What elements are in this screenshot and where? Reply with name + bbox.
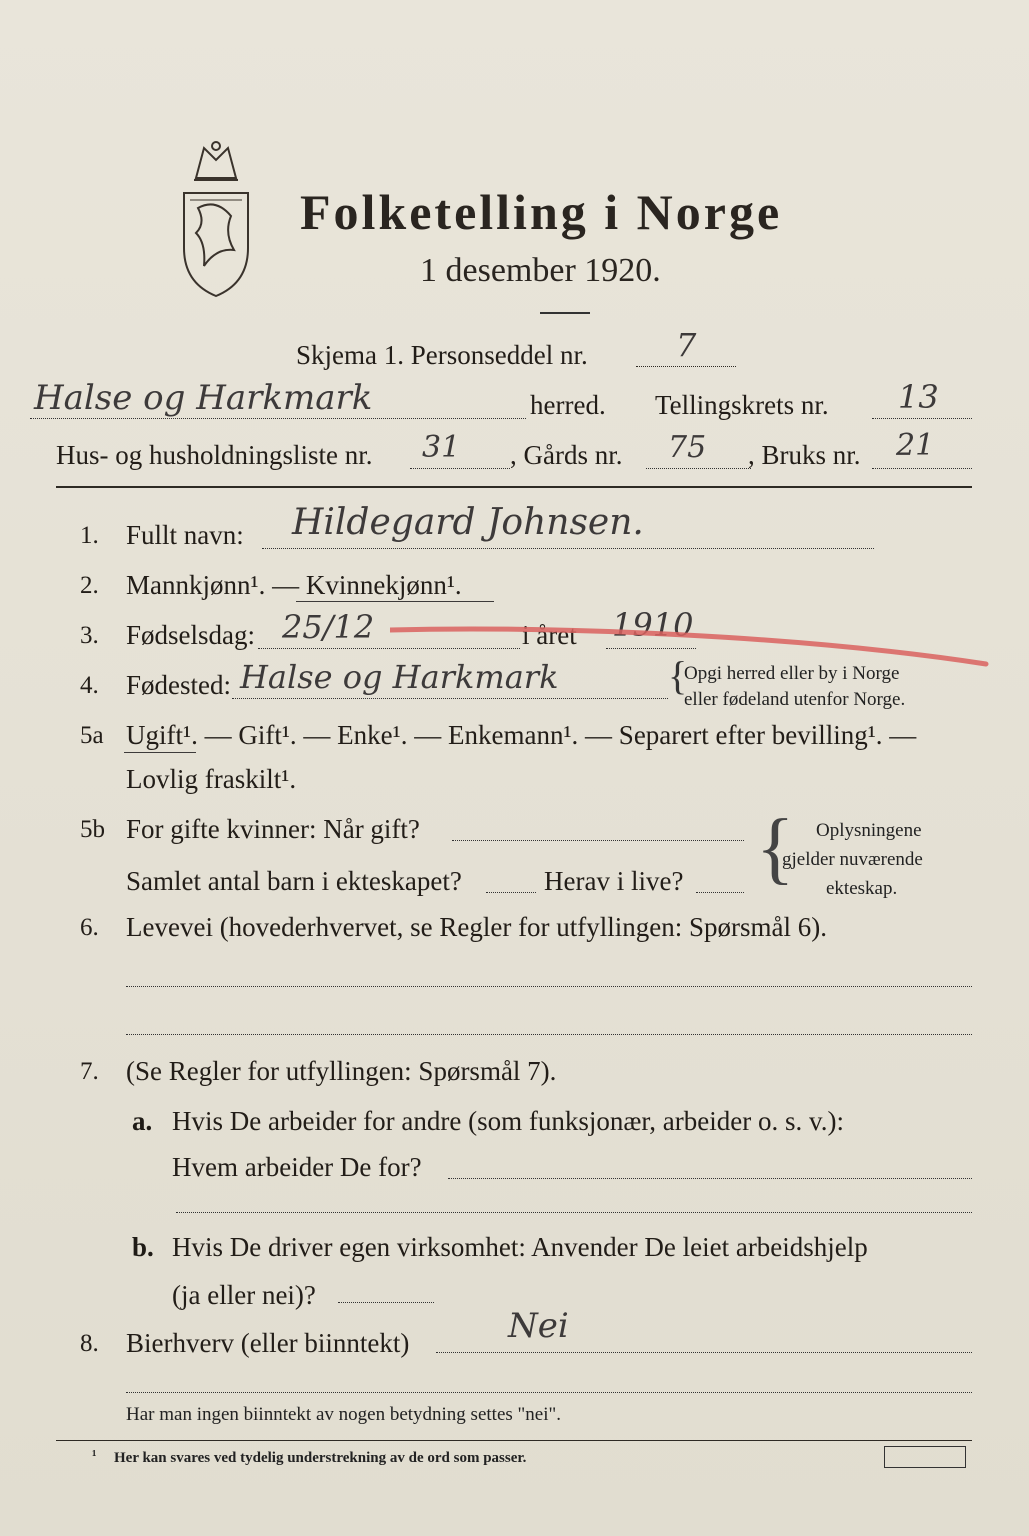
q7a-label-2: Hvem arbeider De for? <box>172 1152 422 1182</box>
hus-nr-value[interactable]: 31 <box>422 430 461 465</box>
bruks-label: , Bruks nr. <box>748 440 861 470</box>
q4-note-2: eller fødeland utenfor Norge. <box>684 689 906 710</box>
q7a-answer-line[interactable] <box>448 1178 972 1179</box>
tellingskrets-label: Tellingskrets nr. <box>655 390 829 420</box>
q7b-letter: b. <box>132 1232 154 1262</box>
q8-label: Bierhverv (eller biinntekt) <box>126 1328 410 1358</box>
form-date: 1 desember 1920. <box>420 252 661 289</box>
q5a-marital-options[interactable]: Ugift¹. — Gift¹. — Enke¹. — Enkemann¹. — Separert efter bevilling¹. — <box>126 720 917 750</box>
herred-label: herred. <box>530 390 606 420</box>
q8-number: 8. <box>80 1330 99 1357</box>
q1-label: Fullt navn: <box>126 520 244 550</box>
footnote-number: ¹ <box>92 1448 97 1464</box>
q4-note-1: Opgi herred eller by i Norge <box>684 663 900 684</box>
personseddel-nr-value[interactable]: 7 <box>676 326 697 364</box>
q7-number: 7. <box>80 1058 99 1085</box>
header-rule <box>56 486 972 488</box>
q2-selected-underline <box>296 601 494 602</box>
footer-note: Har man ingen biinntekt av nogen betydning settes "nei". <box>126 1404 561 1425</box>
q8-value[interactable]: Nei <box>508 1306 569 1346</box>
q7a-letter: a. <box>132 1106 153 1136</box>
q5b-label-2: Samlet antal barn i ekteskapet? <box>126 866 462 896</box>
q6-answer-line-1[interactable] <box>126 986 972 987</box>
q2-number: 2. <box>80 572 99 599</box>
q7-label: (Se Regler for utfyllingen: Spørsmål 7). <box>126 1056 557 1086</box>
q8-answer-line-2[interactable] <box>126 1392 972 1393</box>
printer-stamp-icon <box>884 1446 966 1468</box>
q7a-answer-line-2[interactable] <box>176 1212 972 1213</box>
footnote-text: Her kan svares ved tydelig understrekning av de ord som passer. <box>114 1450 527 1466</box>
tellingskrets-nr-value[interactable]: 13 <box>898 378 939 416</box>
q5b-note-1: Oplysningene <box>816 820 922 841</box>
q4-birthplace-value[interactable]: Halse og Harkmark <box>240 658 559 696</box>
q3-label: Fødselsdag: <box>126 620 256 650</box>
title-divider <box>540 312 590 314</box>
q5b-note-2: gjelder nuværende <box>782 849 923 870</box>
q6-label: Levevei (hovederhvervet, se Regler for utfyllingen: Spørsmål 6). <box>126 912 828 942</box>
q1-full-name-value[interactable]: Hildegard Johnsen. <box>292 502 644 543</box>
herred-value[interactable]: Halse og Harkmark <box>34 378 373 418</box>
q6-answer-line-2[interactable] <box>126 1034 972 1035</box>
q5b-note-3: ekteskap. <box>826 878 898 899</box>
bruks-nr-value[interactable]: 21 <box>896 428 935 463</box>
q5b-number: 5b <box>80 816 105 843</box>
q5b-label-3: Herav i live? <box>544 866 684 896</box>
q4-number: 4. <box>80 672 99 699</box>
q7b-answer-line[interactable] <box>338 1302 434 1303</box>
footer-rule <box>56 1440 972 1441</box>
q4-label: Fødested: <box>126 670 231 700</box>
q3-number: 3. <box>80 622 99 649</box>
q6-number: 6. <box>80 914 99 941</box>
q5b-brace: { <box>756 804 795 892</box>
skjema-label: Skjema 1. Personseddel nr. <box>296 340 588 370</box>
q5a-selected-underline <box>124 752 196 753</box>
q7a-label: Hvis De arbeider for andre (som funksjonær, arbeider o. s. v.): <box>172 1106 844 1136</box>
q5a-number: 5a <box>80 722 104 749</box>
gards-nr-value[interactable]: 75 <box>668 430 707 465</box>
q3-birthdate-value[interactable]: 25/12 <box>282 608 375 646</box>
q7b-label: Hvis De driver egen virksomhet: Anvender De leiet arbeidshjelp <box>172 1232 868 1262</box>
hus-label: Hus- og husholdningsliste nr. <box>56 440 373 470</box>
q4-brace: { <box>668 653 688 698</box>
gards-label: , Gårds nr. <box>510 440 623 470</box>
q3-year-value[interactable]: 1910 <box>612 606 694 644</box>
q3-year-label: i året <box>522 620 577 650</box>
q7b-label-2: (ja eller nei)? <box>172 1280 316 1310</box>
q5b-label: For gifte kvinner: Når gift? <box>126 814 420 844</box>
form-title: Folketelling i Norge <box>300 184 783 240</box>
q2-gender-options[interactable]: Mannkjønn¹. — Kvinnekjønn¹. <box>126 570 462 600</box>
coat-of-arms-icon <box>176 138 256 298</box>
q5a-label-2[interactable]: Lovlig fraskilt¹. <box>126 764 297 794</box>
q1-number: 1. <box>80 522 99 549</box>
